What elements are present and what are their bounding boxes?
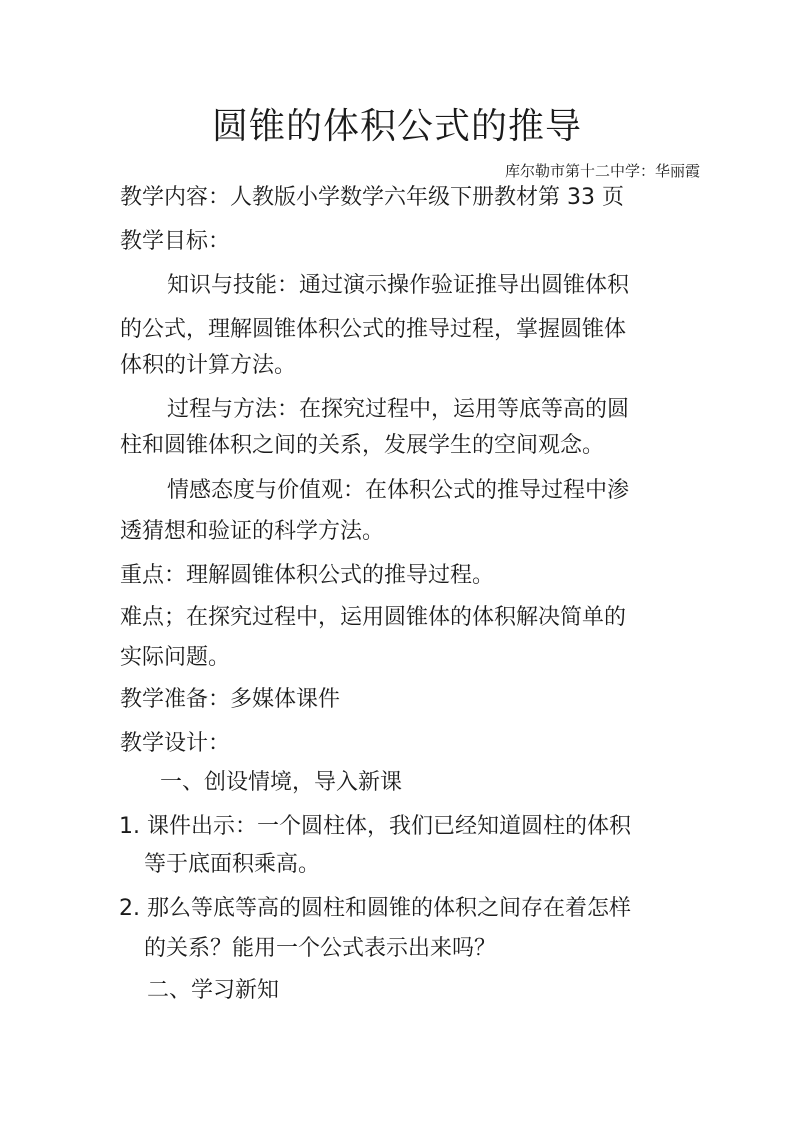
goal-process-line-1: 过程与方法：在探究过程中，运用等底等高的圆 bbox=[167, 397, 630, 422]
goal-knowledge-line-2: 的公式，理解圆锥体积公式的推导过程，掌握圆锥体 bbox=[120, 317, 627, 342]
goal-process-line-2: 柱和圆锥体积之间的关系，发展学生的空间观念。 bbox=[120, 433, 605, 458]
section-two-heading: 二、学习新知 bbox=[147, 978, 280, 1003]
item-1-line-2: 等于底面积乘高。 bbox=[144, 852, 321, 877]
author-line: 库尔勒市第十二中学：华丽霞 bbox=[504, 162, 700, 180]
difficult-point-line-2: 实际问题。 bbox=[120, 645, 231, 670]
goal-emotion-line-1: 情感态度与价值观：在体积公式的推导过程中渗 bbox=[167, 478, 630, 503]
item-2-line-2: 的关系？能用一个公式表示出来吗？ bbox=[144, 936, 497, 961]
document-title: 圆锥的体积公式的推导 bbox=[211, 106, 582, 147]
teaching-content: 教学内容：人教版小学数学六年级下册教材第 33 页 bbox=[120, 185, 624, 210]
section-one-heading: 一、创设情境，导入新课 bbox=[160, 770, 403, 795]
teaching-design-heading: 教学设计： bbox=[120, 731, 231, 756]
goal-emotion-line-2: 透猜想和验证的科学方法。 bbox=[120, 519, 385, 544]
item-1-line-1: 1. 课件出示：一个圆柱体，我们已经知道圆柱的体积 bbox=[119, 814, 631, 839]
teaching-goals-heading: 教学目标： bbox=[120, 229, 231, 254]
item-2-line-1: 2. 那么等底等高的圆柱和圆锥的体积之间存在着怎样 bbox=[119, 896, 631, 921]
goal-knowledge-line-1: 知识与技能：通过演示操作验证推导出圆锥体积 bbox=[167, 273, 630, 298]
goal-knowledge-line-3: 体积的计算方法。 bbox=[120, 353, 297, 378]
difficult-point-line-1: 难点；在探究过程中，运用圆锥体的体积解决简单的 bbox=[120, 605, 627, 630]
teaching-preparation: 教学准备：多媒体课件 bbox=[120, 687, 341, 712]
key-point: 重点：理解圆锥体积公式的推导过程。 bbox=[120, 563, 495, 588]
